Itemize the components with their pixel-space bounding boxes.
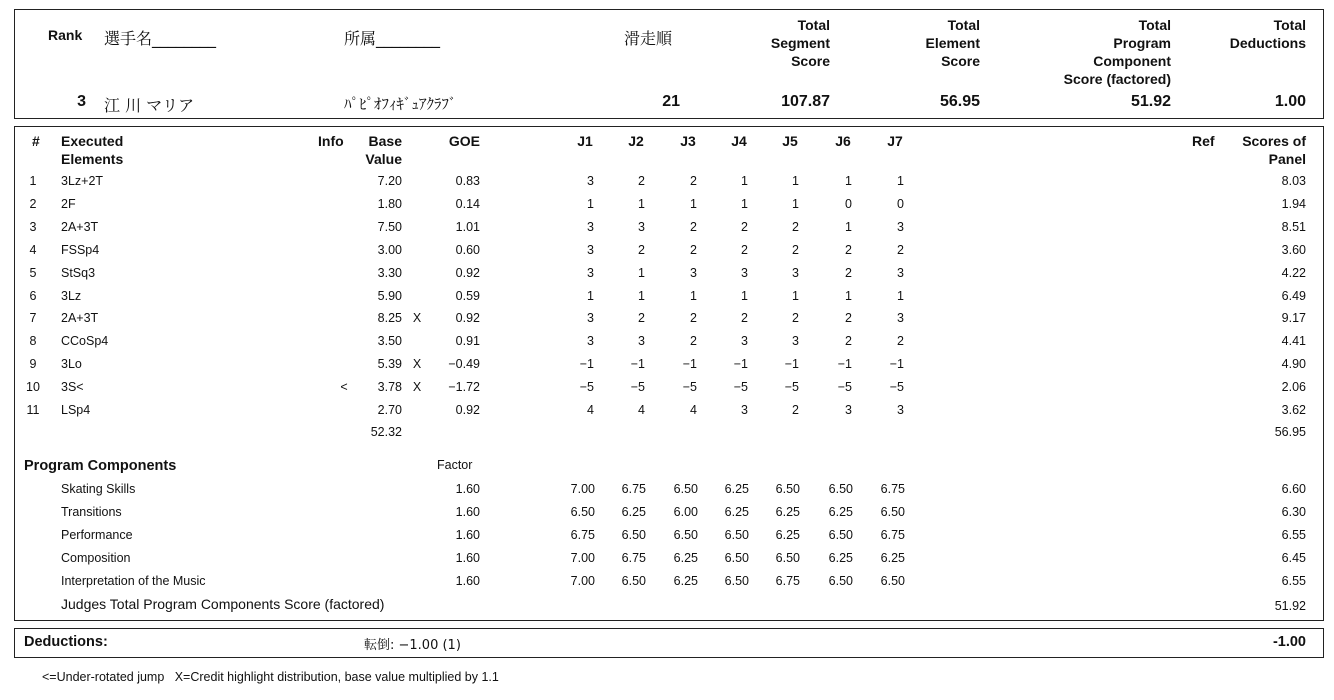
element-judge-score-j1: 3 bbox=[587, 334, 594, 349]
element-judge-score-j3: 2 bbox=[690, 242, 697, 257]
element-judge-score-j6: 3 bbox=[845, 403, 852, 417]
element-goe: 0.60 bbox=[455, 242, 480, 257]
element-judge-score-j4: 3 bbox=[741, 265, 748, 280]
element-credit-flag: X bbox=[412, 311, 422, 326]
element-num: 1 bbox=[29, 174, 37, 188]
component-judge-score-j3: 6.25 bbox=[673, 551, 698, 565]
component-factor: 1.60 bbox=[455, 505, 480, 519]
header-tes: Total Element Score bbox=[925, 17, 980, 69]
element-num: 7 bbox=[29, 311, 37, 326]
element-judge-score-j7: 3 bbox=[897, 311, 904, 326]
element-judge-score-j7: −1 bbox=[889, 357, 904, 372]
element-panel-score: 2.06 bbox=[1281, 380, 1306, 395]
skater-tss: 107.87 bbox=[781, 93, 830, 110]
skater-name: 江 川 マリア bbox=[104, 96, 195, 115]
judge-header-j1: J1 bbox=[577, 133, 593, 149]
element-judge-score-j6: 1 bbox=[845, 219, 852, 234]
component-panel-score: 6.55 bbox=[1281, 574, 1306, 588]
col-info-header: Info bbox=[318, 133, 344, 149]
element-judge-score-j7: 3 bbox=[897, 265, 904, 280]
element-judge-score-j3: 2 bbox=[690, 174, 697, 188]
element-judge-score-j4: −5 bbox=[733, 380, 748, 395]
factor-label: Factor bbox=[437, 458, 473, 472]
element-judge-score-j3: 1 bbox=[690, 288, 697, 303]
component-panel-score: 6.60 bbox=[1281, 482, 1306, 496]
element-judge-score-j5: 1 bbox=[792, 288, 799, 303]
element-credit-flag: X bbox=[412, 357, 422, 372]
element-judge-score-j2: 3 bbox=[638, 334, 645, 349]
element-judge-score-j7: 2 bbox=[897, 334, 904, 349]
element-judge-score-j6: 2 bbox=[845, 265, 852, 280]
element-base-value: 2.70 bbox=[377, 403, 402, 417]
deductions-label: Deductions: bbox=[24, 634, 108, 650]
component-judge-score-j5: 6.50 bbox=[775, 551, 800, 565]
component-panel-score: 6.30 bbox=[1281, 505, 1306, 519]
component-judge-score-j2: 6.50 bbox=[621, 528, 646, 542]
element-judge-score-j7: 3 bbox=[897, 403, 904, 417]
element-base-value: 3.30 bbox=[377, 265, 402, 280]
element-name: 3Lo bbox=[61, 357, 82, 372]
element-judge-score-j4: 2 bbox=[741, 219, 748, 234]
element-judge-score-j7: −5 bbox=[889, 380, 904, 395]
element-judge-score-j7: 1 bbox=[897, 174, 904, 188]
component-judge-score-j2: 6.50 bbox=[621, 574, 646, 588]
element-judge-score-j3: −5 bbox=[682, 380, 697, 395]
element-judge-score-j5: −5 bbox=[784, 380, 799, 395]
component-judge-score-j7: 6.25 bbox=[880, 551, 905, 565]
component-judge-score-j7: 6.75 bbox=[880, 482, 905, 496]
element-base-value: 3.00 bbox=[377, 242, 402, 257]
component-judge-score-j3: 6.25 bbox=[673, 574, 698, 588]
component-judge-score-j4: 6.50 bbox=[724, 551, 749, 565]
component-judge-score-j1: 7.00 bbox=[570, 574, 595, 588]
element-name: CCoSp4 bbox=[61, 334, 109, 349]
component-judge-score-j3: 6.50 bbox=[673, 528, 698, 542]
col-panel-header: Scores of Panel bbox=[1242, 133, 1306, 167]
element-judge-score-j1: −5 bbox=[579, 380, 594, 395]
component-judge-score-j3: 6.50 bbox=[673, 482, 698, 496]
pcs-total: 51.92 bbox=[1274, 599, 1306, 613]
element-num: 2 bbox=[29, 196, 37, 211]
component-judge-score-j4: 6.25 bbox=[724, 505, 749, 519]
element-panel-score: 1.94 bbox=[1281, 196, 1306, 211]
header-pcs: Total Program Component Score (factored) bbox=[1063, 17, 1171, 87]
element-name: FSSp4 bbox=[61, 242, 100, 257]
component-judge-score-j2: 6.75 bbox=[621, 551, 646, 565]
skater-tes: 56.95 bbox=[939, 93, 980, 110]
element-num: 5 bbox=[29, 265, 37, 280]
element-judge-score-j7: 3 bbox=[897, 219, 904, 234]
skater-deductions: 1.00 bbox=[1274, 93, 1306, 110]
component-factor: 1.60 bbox=[455, 551, 480, 565]
program-components-title: Program Components bbox=[24, 458, 177, 474]
element-judge-score-j5: 2 bbox=[792, 219, 799, 234]
component-judge-score-j1: 7.00 bbox=[570, 482, 595, 496]
element-base-value: 7.20 bbox=[377, 174, 402, 188]
element-judge-score-j3: 3 bbox=[690, 265, 697, 280]
element-goe: 0.14 bbox=[455, 196, 480, 211]
element-panel-score: 4.41 bbox=[1281, 334, 1306, 349]
elements-base-total: 52.32 bbox=[370, 425, 402, 439]
element-judge-score-j1: 4 bbox=[587, 403, 594, 417]
component-judge-score-j6: 6.25 bbox=[828, 551, 853, 565]
element-name: 2F bbox=[61, 196, 76, 211]
element-judge-score-j5: 2 bbox=[792, 403, 799, 417]
element-judge-score-j4: 3 bbox=[741, 334, 748, 349]
element-judge-score-j2: −5 bbox=[630, 380, 645, 395]
element-goe: 1.01 bbox=[455, 219, 480, 234]
skater-club: ﾊﾟﾋﾟｵﾌｨｷﾞｭｱｸﾗﾌﾞ bbox=[344, 95, 457, 113]
element-goe: −1.72 bbox=[448, 380, 480, 395]
component-judge-score-j7: 6.75 bbox=[880, 528, 905, 542]
element-judge-score-j4: 2 bbox=[741, 242, 748, 257]
element-judge-score-j2: 2 bbox=[638, 242, 645, 257]
component-judge-score-j6: 6.50 bbox=[828, 528, 853, 542]
element-num: 3 bbox=[29, 219, 37, 234]
judge-header-j3: J3 bbox=[680, 133, 696, 149]
skater-rank: 3 bbox=[77, 93, 86, 110]
component-judge-score-j4: 6.50 bbox=[724, 574, 749, 588]
elements-score-total: 56.95 bbox=[1274, 425, 1306, 439]
component-judge-score-j5: 6.25 bbox=[775, 505, 800, 519]
element-judge-score-j2: 1 bbox=[638, 196, 645, 211]
element-judge-score-j1: 1 bbox=[587, 288, 594, 303]
component-name: Transitions bbox=[61, 505, 122, 519]
element-panel-score: 8.03 bbox=[1281, 174, 1306, 188]
component-factor: 1.60 bbox=[455, 574, 480, 588]
element-judge-score-j4: −1 bbox=[733, 357, 748, 372]
element-num: 6 bbox=[29, 288, 37, 303]
element-goe: 0.83 bbox=[455, 174, 480, 188]
element-num: 4 bbox=[29, 242, 37, 257]
element-judge-score-j7: 2 bbox=[897, 242, 904, 257]
element-base-value: 3.50 bbox=[377, 334, 402, 349]
element-judge-score-j5: 1 bbox=[792, 196, 799, 211]
element-name: 2A+3T bbox=[61, 311, 99, 326]
element-panel-score: 3.62 bbox=[1281, 403, 1306, 417]
component-judge-score-j2: 6.25 bbox=[621, 505, 646, 519]
element-judge-score-j2: 2 bbox=[638, 174, 645, 188]
component-judge-score-j5: 6.50 bbox=[775, 482, 800, 496]
col-ref-header: Ref bbox=[1192, 133, 1215, 149]
element-judge-score-j5: 2 bbox=[792, 311, 799, 326]
element-judge-score-j4: 2 bbox=[741, 311, 748, 326]
component-judge-score-j6: 6.50 bbox=[828, 482, 853, 496]
component-name: Performance bbox=[61, 528, 133, 542]
element-judge-score-j2: 2 bbox=[638, 311, 645, 326]
component-name: Composition bbox=[61, 551, 131, 565]
skater-order: 21 bbox=[662, 93, 680, 110]
component-judge-score-j1: 6.75 bbox=[570, 528, 595, 542]
element-judge-score-j2: 1 bbox=[638, 288, 645, 303]
pcs-total-label: Judges Total Program Components Score (factored) bbox=[61, 596, 385, 612]
element-judge-score-j3: 1 bbox=[690, 196, 697, 211]
element-judge-score-j6: −1 bbox=[837, 357, 852, 372]
element-num: 9 bbox=[29, 357, 37, 372]
component-name: Interpretation of the Music bbox=[61, 574, 206, 588]
element-judge-score-j3: 2 bbox=[690, 334, 697, 349]
element-judge-score-j2: 3 bbox=[638, 219, 645, 234]
element-judge-score-j4: 3 bbox=[741, 403, 748, 417]
header-name: 選手名________ bbox=[104, 29, 217, 48]
element-judge-score-j7: 0 bbox=[897, 196, 904, 211]
element-judge-score-j2: 4 bbox=[638, 403, 645, 417]
element-name: 2A+3T bbox=[61, 219, 99, 234]
element-judge-score-j1: 3 bbox=[587, 265, 594, 280]
element-panel-score: 3.60 bbox=[1281, 242, 1306, 257]
element-goe: 0.59 bbox=[455, 288, 480, 303]
element-name: StSq3 bbox=[61, 265, 96, 280]
component-judge-score-j5: 6.25 bbox=[775, 528, 800, 542]
element-judge-score-j5: 3 bbox=[792, 334, 799, 349]
element-judge-score-j6: 2 bbox=[845, 334, 852, 349]
element-judge-score-j4: 1 bbox=[741, 196, 748, 211]
component-factor: 1.60 bbox=[455, 528, 480, 542]
element-judge-score-j4: 1 bbox=[741, 174, 748, 188]
element-judge-score-j2: −1 bbox=[630, 357, 645, 372]
component-judge-score-j1: 7.00 bbox=[570, 551, 595, 565]
col-base-header: Base Value bbox=[365, 133, 402, 167]
element-panel-score: 6.49 bbox=[1281, 288, 1306, 303]
element-judge-score-j1: 3 bbox=[587, 242, 594, 257]
element-judge-score-j6: 2 bbox=[845, 242, 852, 257]
component-judge-score-j1: 6.50 bbox=[570, 505, 595, 519]
component-panel-score: 6.45 bbox=[1281, 551, 1306, 565]
deductions-total: -1.00 bbox=[1272, 634, 1306, 650]
element-judge-score-j3: 4 bbox=[690, 403, 697, 417]
element-name: LSp4 bbox=[61, 403, 91, 417]
deductions-box bbox=[14, 628, 1324, 658]
element-goe: 0.91 bbox=[455, 334, 480, 349]
component-judge-score-j4: 6.50 bbox=[724, 528, 749, 542]
element-judge-score-j5: 3 bbox=[792, 265, 799, 280]
element-judge-score-j6: 1 bbox=[845, 174, 852, 188]
element-judge-score-j2: 1 bbox=[638, 265, 645, 280]
element-base-value: 1.80 bbox=[377, 196, 402, 211]
component-judge-score-j6: 6.25 bbox=[828, 505, 853, 519]
element-num: 11 bbox=[26, 403, 40, 417]
element-judge-score-j3: 2 bbox=[690, 219, 697, 234]
element-num: 8 bbox=[29, 334, 37, 349]
col-executed-header: Executed Elements bbox=[61, 133, 124, 167]
col-goe-header: GOE bbox=[448, 133, 480, 149]
deductions-detail: 転倒: −1.00 (1) bbox=[364, 638, 461, 653]
element-name: 3Lz bbox=[61, 288, 82, 303]
element-judge-score-j3: −1 bbox=[682, 357, 697, 372]
component-judge-score-j3: 6.00 bbox=[673, 505, 698, 519]
element-judge-score-j4: 1 bbox=[741, 288, 748, 303]
component-name: Skating Skills bbox=[61, 482, 136, 496]
header-deductions: Total Deductions bbox=[1229, 17, 1306, 51]
element-judge-score-j3: 2 bbox=[690, 311, 697, 326]
judge-header-j5: J5 bbox=[782, 133, 798, 149]
element-base-value: 5.39 bbox=[377, 357, 402, 372]
header-club: 所属________ bbox=[344, 29, 441, 48]
element-judge-score-j1: 3 bbox=[587, 174, 594, 188]
element-judge-score-j5: 1 bbox=[792, 174, 799, 188]
element-judge-score-j5: 2 bbox=[792, 242, 799, 257]
element-judge-score-j6: 1 bbox=[845, 288, 852, 303]
element-goe: 0.92 bbox=[455, 311, 480, 326]
element-judge-score-j1: 1 bbox=[587, 196, 594, 211]
element-info: < bbox=[340, 380, 348, 395]
element-num: 10 bbox=[26, 380, 40, 395]
component-panel-score: 6.55 bbox=[1281, 528, 1306, 542]
element-base-value: 8.25 bbox=[377, 311, 402, 326]
component-judge-score-j5: 6.75 bbox=[775, 574, 800, 588]
element-name: 3S< bbox=[61, 380, 84, 395]
header-order: 滑走順 bbox=[624, 29, 673, 48]
element-base-value: 3.78 bbox=[377, 380, 402, 395]
element-judge-score-j7: 1 bbox=[897, 288, 904, 303]
element-goe: 0.92 bbox=[455, 403, 480, 417]
element-judge-score-j1: 3 bbox=[587, 219, 594, 234]
judge-header-j7: J7 bbox=[887, 133, 903, 149]
element-goe: −0.49 bbox=[448, 357, 480, 372]
element-panel-score: 4.90 bbox=[1281, 357, 1306, 372]
component-judge-score-j2: 6.75 bbox=[621, 482, 646, 496]
element-panel-score: 4.22 bbox=[1281, 265, 1306, 280]
col-num-header: # bbox=[32, 133, 40, 149]
header-tss: Total Segment Score bbox=[770, 17, 830, 69]
component-judge-score-j7: 6.50 bbox=[880, 505, 905, 519]
element-base-value: 5.90 bbox=[377, 288, 402, 303]
element-base-value: 7.50 bbox=[377, 219, 402, 234]
element-judge-score-j6: −5 bbox=[837, 380, 852, 395]
element-judge-score-j1: −1 bbox=[579, 357, 594, 372]
judge-header-j6: J6 bbox=[835, 133, 851, 149]
element-judge-score-j1: 3 bbox=[587, 311, 594, 326]
component-factor: 1.60 bbox=[455, 482, 480, 496]
skater-pcs: 51.92 bbox=[1130, 93, 1171, 110]
element-name: 3Lz+2T bbox=[61, 174, 104, 188]
judge-header-j2: J2 bbox=[628, 133, 644, 149]
element-panel-score: 9.17 bbox=[1281, 311, 1306, 326]
component-judge-score-j7: 6.50 bbox=[880, 574, 905, 588]
element-credit-flag: X bbox=[412, 380, 422, 395]
header-rank: Rank bbox=[48, 27, 83, 43]
component-judge-score-j4: 6.25 bbox=[724, 482, 749, 496]
element-judge-score-j6: 2 bbox=[845, 311, 852, 326]
element-judge-score-j6: 0 bbox=[845, 196, 852, 211]
element-panel-score: 8.51 bbox=[1281, 219, 1306, 234]
footnote: <=Under-rotated jump X=Credit highlight distribution, base value multiplied by 1.1 bbox=[42, 670, 499, 684]
judge-header-j4: J4 bbox=[731, 133, 747, 149]
element-goe: 0.92 bbox=[455, 265, 480, 280]
component-judge-score-j6: 6.50 bbox=[828, 574, 853, 588]
element-judge-score-j5: −1 bbox=[784, 357, 799, 372]
